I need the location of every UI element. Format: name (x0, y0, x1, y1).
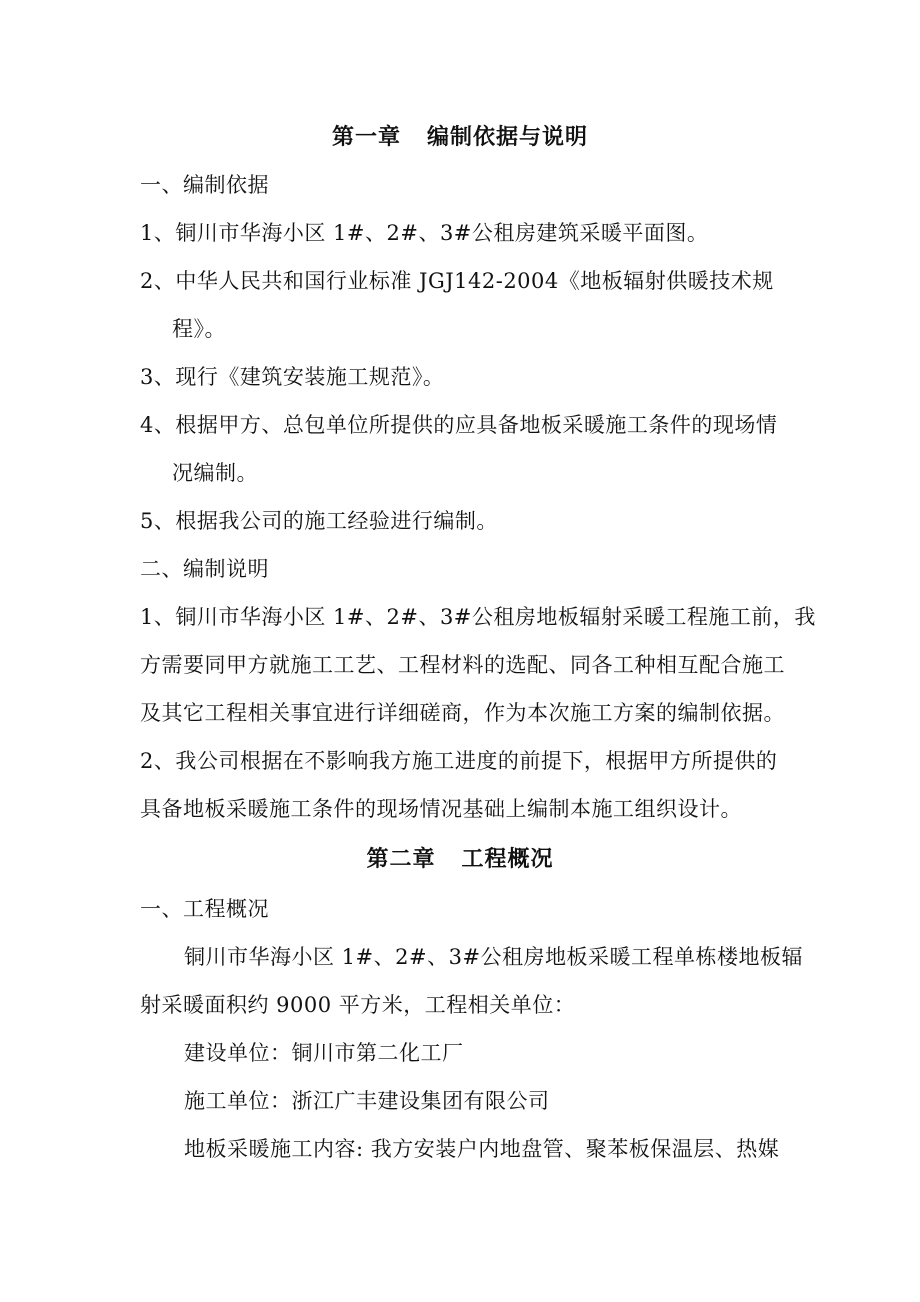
overview-line-1: 铜川市华海小区 1#、2#、3#公租房地板采暖工程单栋楼地板辐 (184, 945, 804, 969)
basis-item-2: 2、中华人民共和国行业标准 JGJ142-2004《地板辐射供暖技术规 (140, 269, 774, 293)
notes-line-1: 1、铜川市华海小区 1#、2#、3#公租房地板辐射采暖工程施工前，我 (140, 605, 816, 629)
basis-item-5: 5、根据我公司的施工经验进行编制。 (140, 509, 498, 533)
basis-item-4: 4、根据甲方、总包单位所提供的应具备地板采暖施工条件的现场情 (140, 413, 778, 437)
basis-item-4-cont: 况编制。 (172, 461, 258, 485)
chapter-2-heading (0, 844, 920, 874)
notes-line-5: 具备地板采暖施工条件的现场情况基础上编制本施工组织设计。 (140, 797, 742, 821)
chapter-2-number: 第二章 (366, 846, 436, 872)
section-heading-notes: 二、编制说明 (140, 557, 269, 581)
basis-item-3: 3、现行《建筑安装施工规范》。 (140, 365, 445, 389)
basis-item-2-cont: 程》。 (172, 317, 226, 341)
chapter-1-number: 第一章 (331, 124, 401, 150)
chapter-2-title: 工程概况 (461, 846, 554, 872)
overview-line-2: 射采暖面积约 9000 平方米，工程相关单位： (140, 993, 576, 1017)
notes-line-3: 及其它工程相关事宜进行详细磋商，作为本次施工方案的编制依据。 (140, 701, 785, 725)
notes-line-2: 方需要同甲方就施工工艺、工程材料的选配、同各工种相互配合施工 (140, 653, 785, 677)
basis-item-1: 1、铜川市华海小区 1#、2#、3#公租房建筑采暖平面图。 (140, 221, 709, 245)
scope-of-work: 地板采暖施工内容: 我方安装户内地盘管、聚苯板保温层、热媒 (184, 1137, 780, 1161)
notes-line-4: 2、我公司根据在不影响我方施工进度的前提下，根据甲方所提供的 (140, 749, 778, 773)
section-heading-overview: 一、工程概况 (140, 897, 269, 921)
chapter-1-title: 编制依据与说明 (427, 124, 589, 150)
section-heading-basis: 一、编制依据 (140, 173, 269, 197)
contractor: 施工单位：浙江广丰建设集团有限公司 (184, 1089, 550, 1113)
construction-owner: 建设单位：铜川市第二化工厂 (184, 1041, 464, 1065)
chapter-1-heading (0, 122, 920, 152)
